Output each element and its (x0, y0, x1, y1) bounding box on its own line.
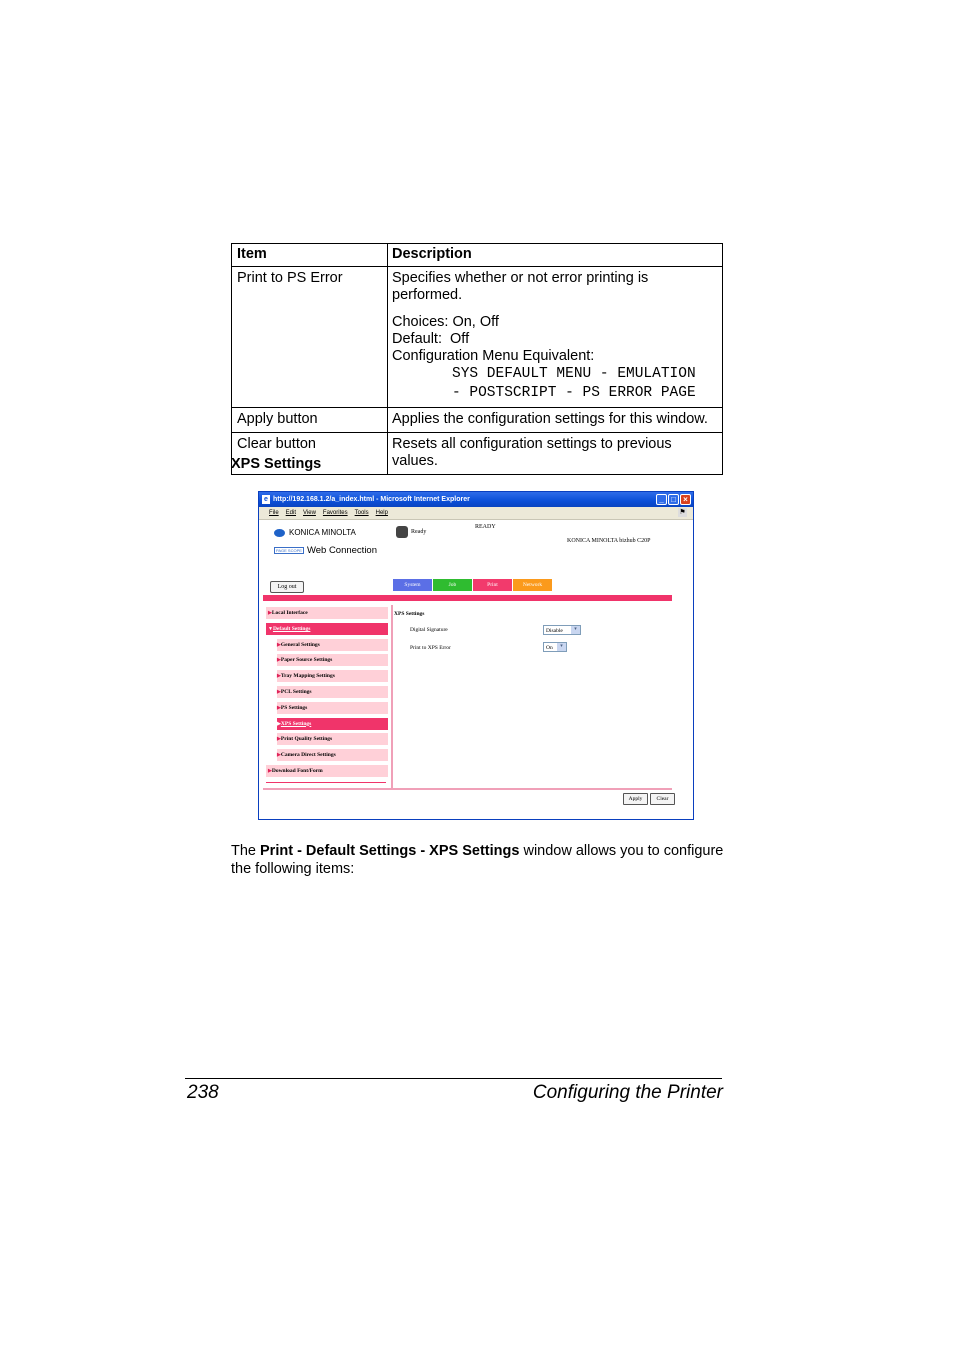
menu-edit[interactable]: Edit (285, 510, 297, 516)
konica-minolta-logo (274, 528, 356, 537)
footer-divider (263, 788, 672, 790)
printer-model: KONICA MINOLTA bizhub C20P (567, 538, 651, 544)
clear-button[interactable]: Clear (650, 793, 675, 805)
item-cell: Apply button (232, 408, 388, 433)
digital-signature-label: Digital Signature (410, 627, 448, 633)
arrow-right-icon: ▶ (268, 768, 272, 774)
arrow-right-icon: ▶ (277, 737, 281, 743)
arrow-down-icon: ▼ (268, 626, 273, 632)
windows-flag-icon: ⚑ (679, 509, 686, 516)
table-row (232, 267, 723, 408)
main-tabs (393, 579, 552, 591)
ready-label: Ready (411, 529, 427, 535)
item-cell: Clear button (232, 433, 388, 475)
sidebar-item-pcl-settings[interactable] (277, 686, 388, 698)
sidebar-item-print-quality-settings[interactable] (277, 733, 388, 745)
arrow-right-icon: ▶ (277, 753, 281, 759)
menu-view[interactable]: View (303, 510, 316, 516)
globe-icon (274, 529, 285, 537)
digital-signature-select[interactable] (543, 625, 581, 635)
menu-help[interactable]: Help (375, 510, 388, 516)
apply-button[interactable]: Apply (623, 793, 648, 805)
tab-network[interactable]: Network (513, 579, 552, 591)
brand-name: KONICA MINOLTA (289, 528, 356, 537)
printer-status-icon (396, 526, 408, 538)
browser-title: http://192.168.1.2/a_index.html - Microsoft Internet Explorer (273, 496, 470, 503)
print-to-xps-error-label: Print to XPS Error (410, 645, 451, 651)
maximize-button[interactable]: □ (668, 494, 679, 505)
content-divider (391, 605, 393, 790)
browser-title-bar (259, 492, 693, 507)
menu-equivalent-path-1: SYS DEFAULT MENU - EMULATION (452, 366, 696, 382)
sidebar-item-paper-source-settings[interactable] (277, 654, 388, 666)
sidebar-item-label: Print Quality Settings (280, 736, 333, 743)
choices-text: Choices: On, Off (392, 314, 499, 330)
header-divider (263, 595, 672, 601)
table-row (232, 408, 723, 433)
menu-tools[interactable]: Tools (354, 510, 369, 516)
sidebar (266, 607, 388, 781)
body-text-bold: Print - Default Settings - XPS Settings (260, 843, 520, 859)
web-page (263, 520, 689, 815)
sidebar-item-label: PS Settings (280, 704, 308, 711)
arrow-right-icon: ▶ (277, 674, 281, 680)
browser-window (258, 491, 694, 820)
description-cell: Applies the configuration settings for this window. (388, 408, 723, 433)
tab-job[interactable]: Job (433, 579, 472, 591)
sidebar-item-tray-mapping-settings[interactable] (277, 670, 388, 682)
arrow-right-icon: ▶ (277, 705, 281, 711)
chevron-down-icon: ▾ (557, 643, 566, 651)
minimize-button[interactable]: _ (656, 494, 667, 505)
sidebar-item-label: General Settings (280, 641, 320, 648)
sidebar-item-label: PCL Settings (280, 688, 312, 695)
sidebar-item-download-font-form[interactable] (266, 765, 388, 777)
menu-file[interactable]: File (269, 510, 279, 516)
settings-table (231, 243, 723, 475)
sidebar-item-default-settings[interactable] (266, 623, 388, 635)
body-paragraph (231, 842, 731, 878)
logout-button[interactable]: Log out (270, 581, 304, 593)
section-heading: XPS Settings (231, 456, 322, 472)
sidebar-item-general-settings[interactable] (277, 639, 388, 651)
sidebar-item-xps-settings[interactable] (277, 718, 388, 730)
arrow-right-icon: ▶ (277, 658, 281, 664)
chapter-title: Configuring the Printer (532, 1082, 723, 1103)
sidebar-item-label: Local Interface (271, 610, 308, 616)
table-header-row (232, 244, 723, 267)
sidebar-item-ps-settings[interactable] (277, 702, 388, 714)
column-header-description: Description (388, 244, 723, 267)
sidebar-item-label: Tray Mapping Settings (280, 673, 335, 680)
tab-print[interactable]: Print (473, 579, 512, 591)
printer-status: READY (475, 524, 496, 530)
menu-favorites[interactable]: Favorites (322, 510, 348, 516)
body-text-post: window allows you to configure the following items: (231, 843, 724, 877)
item-cell: Print to PS Error (232, 267, 388, 408)
product-name: Web Connection (306, 545, 377, 556)
page-number: 238 (187, 1082, 219, 1103)
column-header-item: Item (232, 244, 388, 267)
body-text-pre: The (231, 843, 261, 859)
pagescope-mark: PAGE SCOPE (276, 548, 302, 553)
web-connection-logo (274, 545, 377, 556)
description-cell: Resets all configuration settings to previous values. (388, 433, 723, 475)
sidebar-item-local-interface[interactable] (266, 607, 388, 619)
window-controls (656, 494, 691, 505)
default-text: Default: Off (392, 331, 470, 347)
close-button[interactable]: × (680, 494, 691, 505)
content-title: XPS Settings (394, 611, 425, 617)
sidebar-item-label: Paper Source Settings (280, 657, 333, 664)
description-cell (388, 267, 723, 408)
menu-equivalent-label: Configuration Menu Equivalent: (392, 348, 595, 364)
sidebar-item-label: Camera Direct Settings (280, 752, 336, 759)
arrow-right-icon: ▶ (277, 642, 281, 648)
footer-rule (185, 1078, 722, 1079)
ie-icon: e (262, 495, 270, 504)
tab-system[interactable]: System (393, 579, 432, 591)
browser-menu-bar (259, 507, 693, 520)
arrow-right-icon: ▶ (268, 611, 272, 616)
sidebar-bottom-rule (266, 782, 386, 783)
arrow-right-icon: ▶ (277, 689, 281, 695)
sidebar-item-label: XPS Settings (280, 720, 312, 727)
print-to-xps-error-select[interactable] (543, 642, 567, 652)
print-to-xps-error-value: On (546, 645, 553, 651)
sidebar-item-label: Download Font/Form (271, 767, 323, 774)
arrow-right-icon: ▶ (277, 721, 281, 727)
digital-signature-value: Disable (546, 628, 563, 634)
description-text: Specifies whether or not error printing is performed. (392, 270, 649, 303)
sidebar-item-camera-direct-settings[interactable] (277, 749, 388, 761)
chevron-down-icon: ▾ (571, 626, 580, 634)
menu-equivalent-path-2: - POSTSCRIPT - PS ERROR PAGE (452, 385, 696, 401)
sidebar-item-label: Default Settings (272, 625, 311, 632)
